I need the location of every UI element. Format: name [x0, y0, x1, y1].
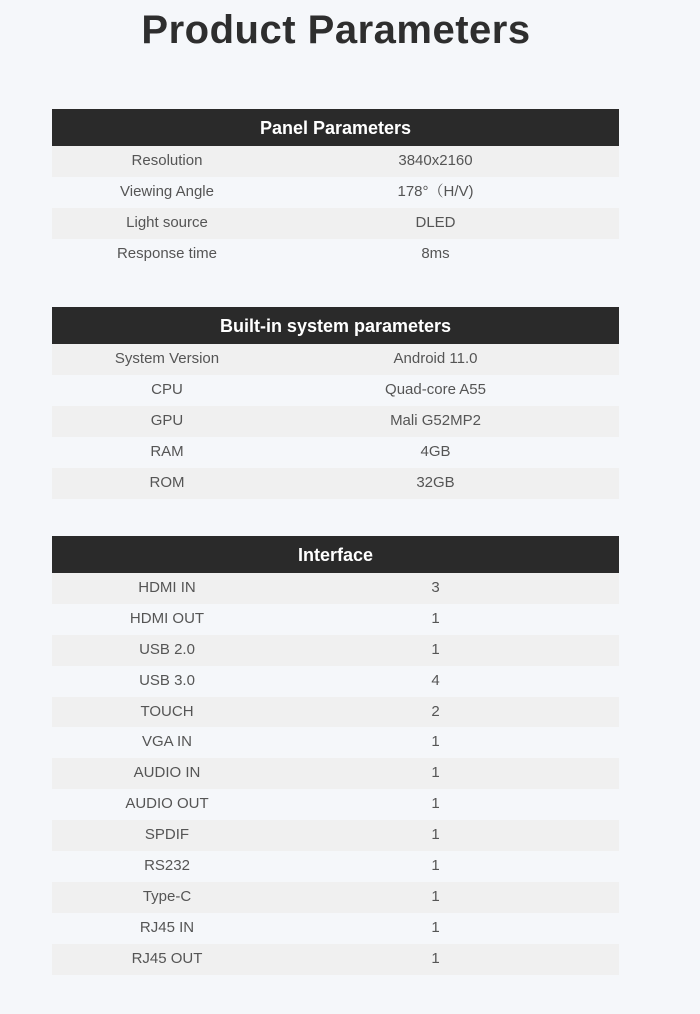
row-label: RJ45 OUT [131, 949, 203, 967]
table-row [52, 851, 619, 882]
row-label: Type-C [142, 887, 192, 905]
row-label: GPU [150, 412, 184, 429]
row-value: 1 [431, 918, 440, 936]
table-row [52, 635, 619, 666]
table-row [52, 344, 619, 375]
system-parameters-table [52, 307, 619, 499]
row-label: ROM [149, 474, 185, 491]
row-value: 1 [431, 887, 440, 905]
row-value: DLED [415, 214, 456, 231]
table-row [52, 604, 619, 635]
row-label: VGA IN [141, 733, 193, 751]
row-value: 2 [431, 702, 440, 720]
table-body [52, 573, 619, 975]
row-value: 3840x2160 [398, 152, 473, 169]
row-label: Viewing Angle [120, 183, 214, 200]
table-row [52, 789, 619, 820]
table-row [52, 727, 619, 758]
row-value: Android 11.0 [393, 350, 478, 367]
row-value: 3 [431, 579, 440, 596]
row-value: 1 [431, 795, 440, 813]
row-label: CPU [151, 381, 183, 398]
table-row [52, 437, 619, 468]
row-value: 1 [431, 640, 440, 658]
table-row [52, 208, 619, 239]
row-label: HDMI OUT [129, 609, 205, 627]
row-label: Response time [116, 245, 218, 262]
row-value: 4 [431, 671, 440, 689]
table-row [52, 697, 619, 728]
table-row [52, 177, 619, 208]
table-header: Panel Parameters [52, 109, 619, 146]
row-value: 4GB [420, 443, 451, 460]
table-row [52, 146, 619, 177]
row-label: RAM [150, 443, 184, 460]
page-title: Product Parameters [141, 8, 531, 52]
row-value: 1 [431, 857, 440, 875]
row-value: 1 [431, 733, 440, 751]
table-row [52, 406, 619, 437]
panel-parameters-table [52, 109, 619, 270]
row-value: Mali G52MP2 [390, 412, 481, 429]
row-value: 1 [431, 764, 440, 782]
row-label: RS232 [144, 857, 190, 875]
row-value: 1 [431, 949, 440, 967]
row-value: Quad-core A55 [385, 381, 486, 398]
row-value: 1 [431, 609, 440, 627]
row-label: Resolution [131, 152, 203, 169]
table-row [52, 758, 619, 789]
row-label: USB 2.0 [139, 640, 195, 658]
row-label: SPDIF [144, 826, 190, 844]
table-row [52, 573, 619, 604]
table-header: Built-in system parameters [52, 307, 619, 344]
table-body [52, 146, 619, 270]
table-row [52, 944, 619, 975]
interface-table [52, 536, 619, 975]
row-label: Light source [126, 214, 208, 231]
row-value: 1 [431, 826, 440, 844]
row-value: 178°（H/V) [397, 183, 474, 200]
table-body [52, 344, 619, 499]
table-row [52, 239, 619, 270]
table-row [52, 913, 619, 944]
row-value: 8ms [421, 245, 450, 262]
table-header: Interface [52, 536, 619, 573]
table-row [52, 666, 619, 697]
row-label: USB 3.0 [139, 671, 195, 689]
table-row [52, 882, 619, 913]
row-label: AUDIO OUT [125, 795, 209, 813]
row-label: HDMI IN [138, 579, 196, 596]
row-label: RJ45 IN [139, 918, 195, 936]
table-row [52, 375, 619, 406]
row-label: AUDIO IN [133, 764, 201, 782]
row-label: TOUCH [140, 702, 194, 720]
row-label: System Version [114, 350, 220, 367]
table-row [52, 468, 619, 499]
table-row [52, 820, 619, 851]
row-value: 32GB [416, 474, 455, 491]
